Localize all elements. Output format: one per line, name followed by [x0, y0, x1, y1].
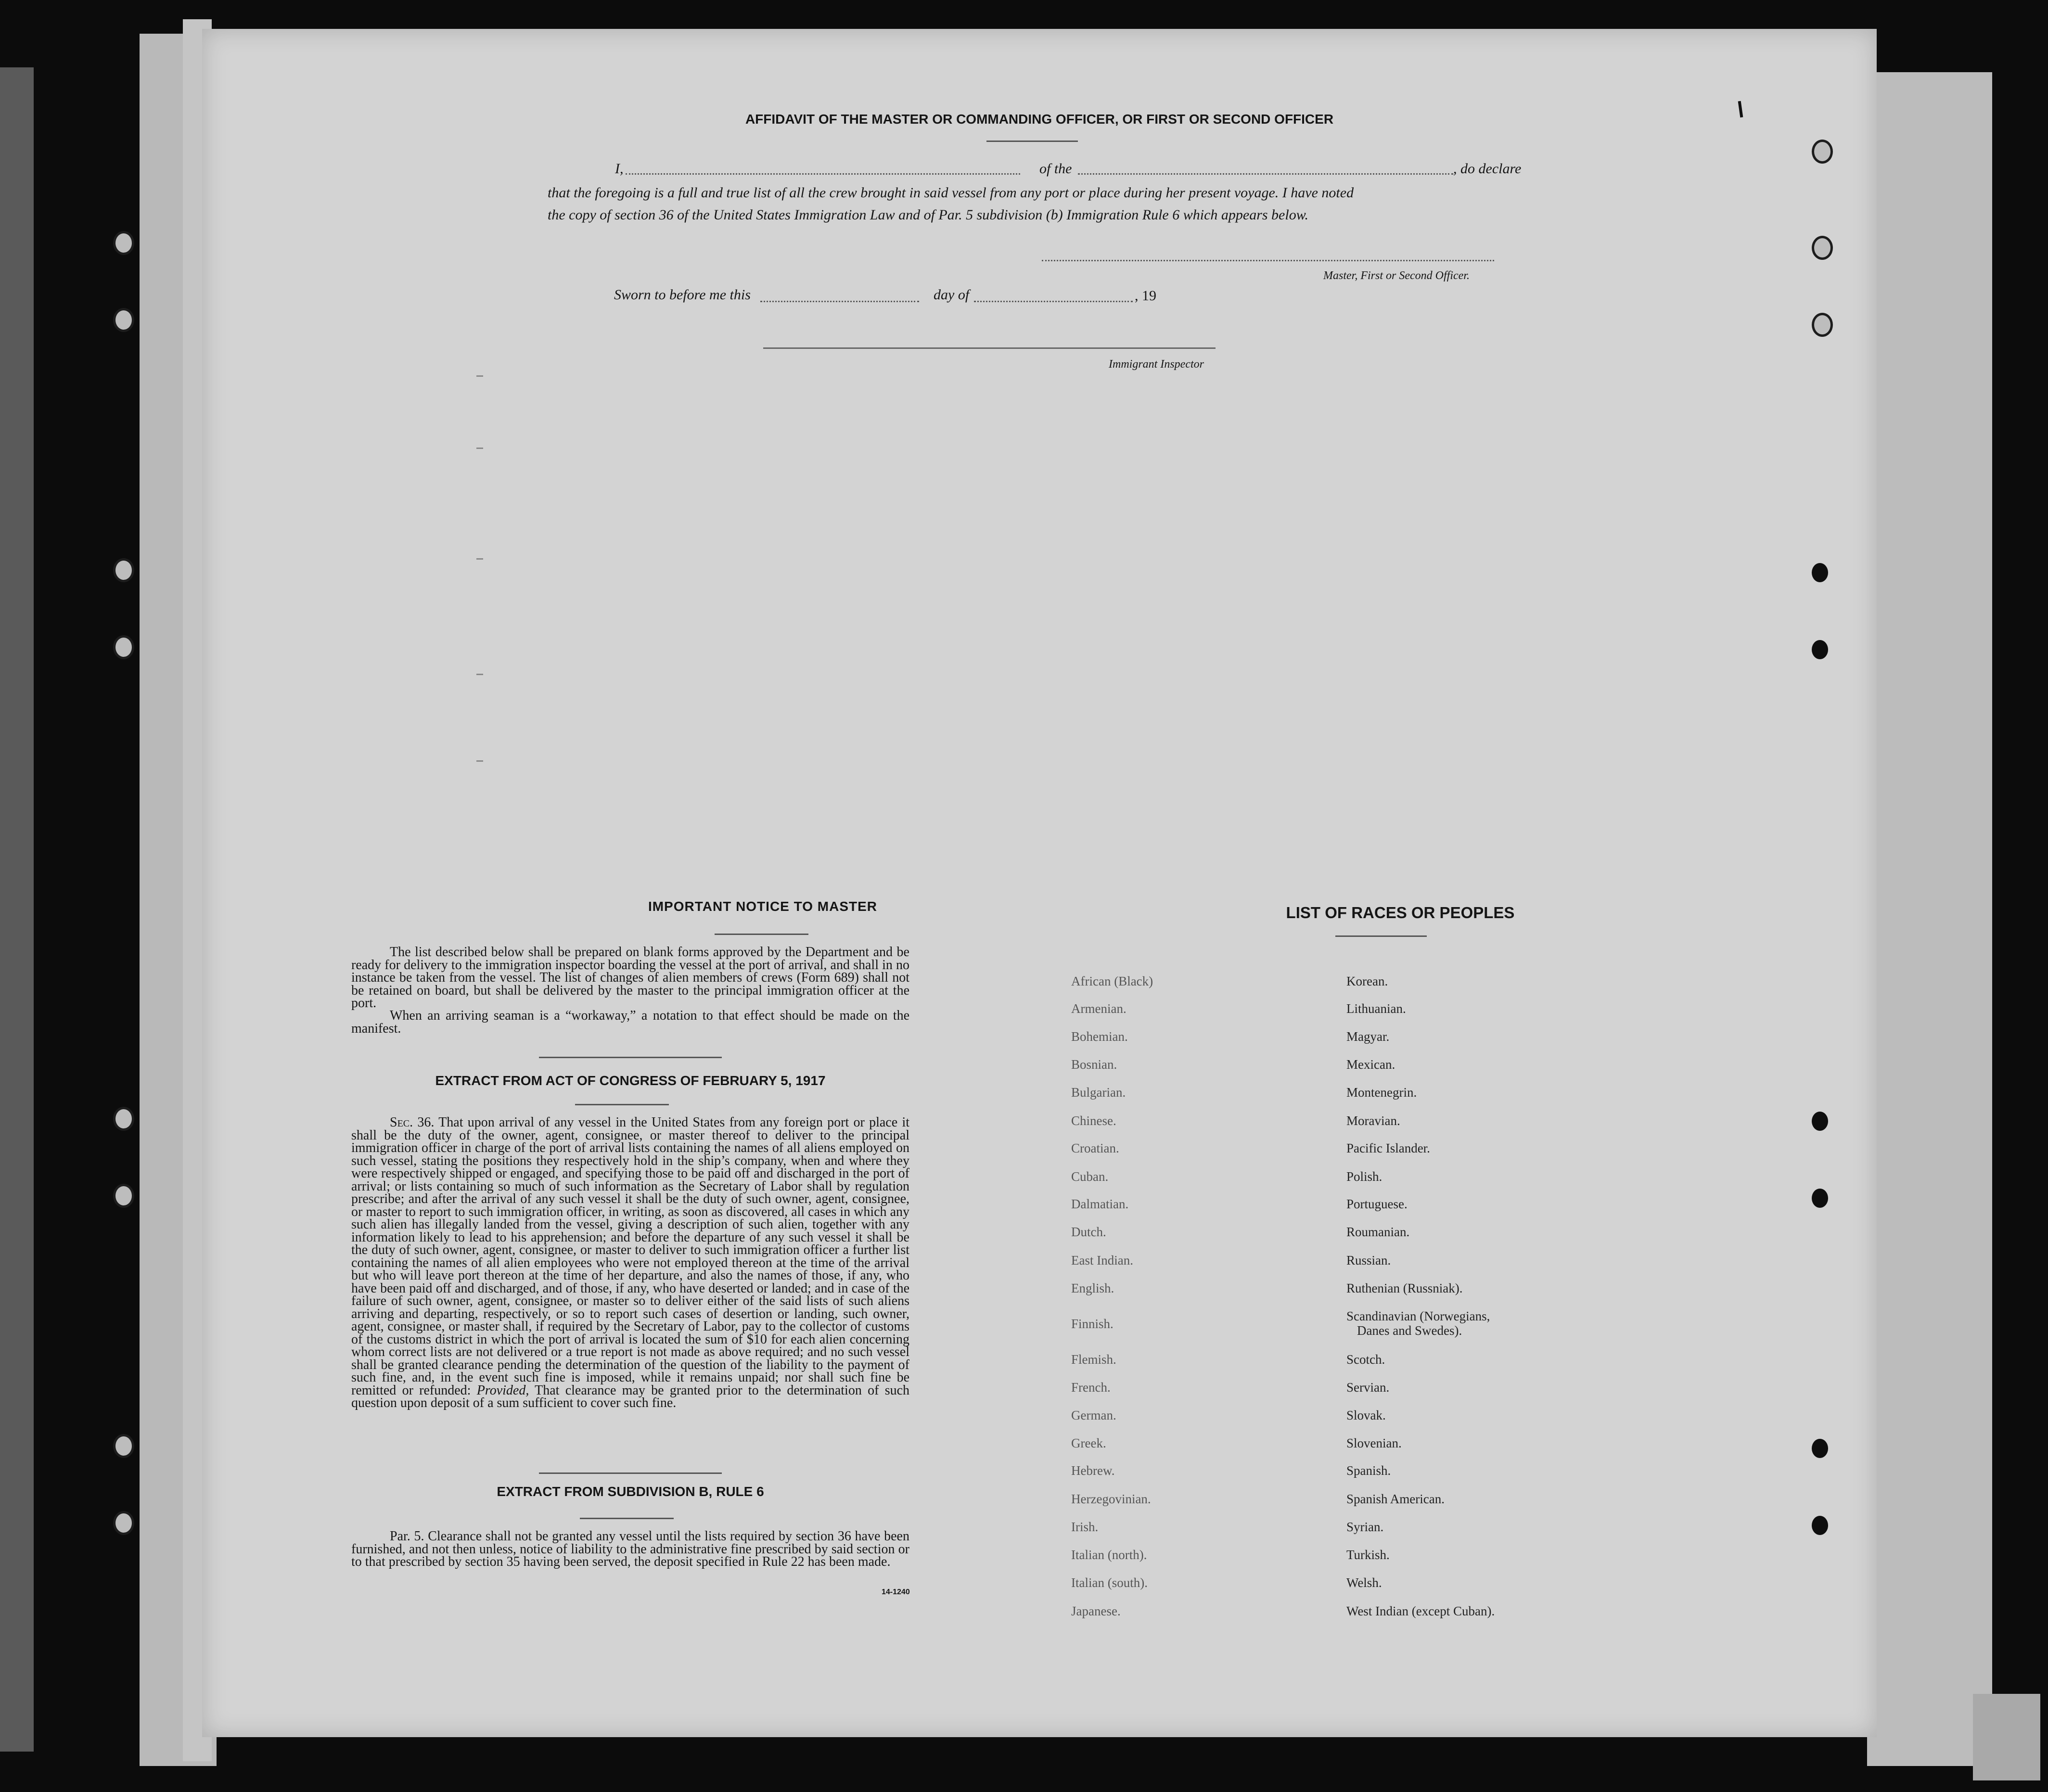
binder-hole [113, 231, 134, 255]
race-item-right: Russian. [1346, 1253, 1391, 1267]
race-item-left: German. [1071, 1408, 1116, 1422]
declare-label: , do declare [1453, 161, 1522, 177]
binder-hole [113, 308, 134, 332]
rule-extract-title: EXTRACT FROM SUBDIVISION B, RULE 6 [497, 1484, 764, 1499]
race-item-left: Dalmatian. [1071, 1197, 1129, 1211]
binder-hole [113, 558, 134, 582]
affidavit-line-3: the copy of section 36 of the United States Immigration Law and of Par. 5 subdivision (b) Immigration Rule 6 which appears below. [548, 207, 1308, 223]
race-item-right: Syrian. [1346, 1520, 1384, 1534]
month-line [974, 301, 1133, 302]
race-item-left: Cuban. [1071, 1169, 1109, 1184]
officer-signature-caption: Master, First or Second Officer. [1323, 269, 1470, 282]
binder-hole [113, 1107, 134, 1131]
sworn-label: Sworn to before me this [614, 287, 751, 303]
race-item-left: French. [1071, 1380, 1111, 1395]
race-item-left: East Indian. [1071, 1253, 1133, 1267]
binder-hole [113, 1184, 134, 1208]
day-line [760, 301, 919, 302]
race-item-left: Bohemian. [1071, 1029, 1128, 1044]
race-item-left: Japanese. [1071, 1604, 1121, 1618]
race-item-right: Slovak. [1346, 1408, 1386, 1422]
race-item-right: Scotch. [1346, 1352, 1385, 1367]
binder-hole [1812, 236, 1833, 260]
race-item-left: Dutch. [1071, 1225, 1106, 1239]
binder-hole [1812, 640, 1828, 659]
race-item-right: West Indian (except Cuban). [1346, 1604, 1495, 1618]
race-item-right: Portuguese. [1346, 1197, 1408, 1211]
binder-hole [1812, 140, 1833, 164]
race-item-left: Finnish. [1071, 1317, 1114, 1331]
act-rule [575, 1104, 669, 1105]
act-extract-title: EXTRACT FROM ACT OF CONGRESS OF FEBRUARY 5, 1917 [435, 1073, 826, 1088]
race-item-right: Korean. [1346, 974, 1388, 988]
race-item-left: Armenian. [1071, 1001, 1126, 1016]
race-item-right: Slovenian. [1346, 1436, 1402, 1450]
binder-hole [113, 635, 134, 659]
section-rule [539, 1057, 722, 1058]
race-item-right: Welsh. [1346, 1575, 1382, 1590]
races-rule [1335, 935, 1427, 937]
margin-tick [476, 674, 483, 675]
binder-hole [1812, 313, 1833, 337]
race-item-right: Ruthenian (Russniak). [1346, 1281, 1463, 1295]
year-label: , 19 [1135, 288, 1156, 304]
left-page-edge [0, 67, 34, 1752]
race-item-left: Italian (north). [1071, 1548, 1147, 1562]
act-extract-text: Sec. 36. That upon arrival of any vessel in the United States from any foreign port or place it shall be the duty of the owner, agent, consignee, or master thereof to deliver to the principal immigration officer in charge of the port of arrival lists containing the names of all aliens employed on such vessel, stating the positions they respectively hold in the ship’s company, when and where they were respectively shipped or engaged, and specifying those to be paid off and discharged in the port of arrival; or lists containing so much of such information as the Secretary of Labor shall by regulation prescribe; and after the arrival of any such vessel it shall be the duty of such owner, agent, consignee, or master to report to such immigration officer, in writing, as soon as discovered, all cases in which any such alien has illegally landed from the vessel, giving a description of such alien, together with any information likely to lead to his apprehension; and before the departure of any such vessel it shall be the duty of such owner, agent, consignee, or master to deliver to such immigration officer a further list containing the names of all alien employees who were not employed thereon at the time of the arrival but who will leave port thereon at the time of her departure, and also the names of those, if any, who have been paid off and discharged, and of those, if any, who have deserted or landed; and in case of the failure of such owner, agent, consignee, or master so to deliver either of the said lists of such aliens arriving and departing, respectively, or so to report such cases of desertion or landing, such owner, agent, consignee, or master shall, if required by the Secretary of Labor, pay to the collector of customs of the customs district in which the port of arrival is located the sum of $10 for each alien concerning whom correct lists are not delivered or a true report is not made as above required; and no such vessel shall be granted clearance pending the determination of the question of the liability to the payment of such fine, and, in the event such fine is imposed, while it remains unpaid; nor shall such fine be remitted or refunded: Provided, That clearance may be granted prior to the determination of such question upon deposit of a sum sufficient to cover such fine. [351, 1115, 910, 1410]
margin-tick [476, 448, 483, 449]
race-item-right: Mexican. [1346, 1057, 1395, 1072]
i-label: I, [615, 161, 624, 177]
margin-tick [476, 375, 483, 377]
binder-hole [113, 1434, 134, 1458]
vessel-line [1078, 173, 1453, 175]
race-item-right: Danes and Swedes). [1357, 1323, 1462, 1338]
race-item-left: Hebrew. [1071, 1463, 1115, 1478]
inspector-signature-line [763, 347, 1216, 349]
name-line [626, 173, 1020, 175]
section-rule-2 [539, 1472, 722, 1474]
of-the-label: of the [1039, 161, 1072, 177]
race-item-right: Spanish. [1346, 1463, 1391, 1478]
notice-title: IMPORTANT NOTICE TO MASTER [648, 899, 878, 914]
races-title: LIST OF RACES OR PEOPLES [1286, 904, 1515, 922]
race-item-right: Spanish American. [1346, 1492, 1445, 1506]
day-of-label: day of [934, 287, 970, 303]
race-item-left: Bulgarian. [1071, 1085, 1126, 1100]
race-item-right: Pacific Islander. [1346, 1141, 1430, 1155]
margin-tick [476, 760, 483, 762]
notice-paragraph-2: When an arriving seaman is a “workaway,” a notation to that effect should be made on the manifest. [351, 1008, 909, 1036]
race-item-left: Herzegovinian. [1071, 1492, 1151, 1506]
binder-hole [113, 1511, 134, 1535]
inspector-caption: Immigrant Inspector [1109, 358, 1204, 371]
section-label: Sec. [390, 1115, 413, 1130]
affidavit-title: AFFIDAVIT OF THE MASTER OR COMMANDING OFFICER, OR FIRST OR SECOND OFFICER [745, 112, 1334, 127]
race-item-left: Greek. [1071, 1436, 1106, 1450]
race-item-right: Servian. [1346, 1380, 1390, 1395]
binder-hole [1812, 1189, 1828, 1208]
race-item-left: African (Black) [1071, 974, 1153, 988]
race-item-right: Turkish. [1346, 1548, 1390, 1562]
form-number: 14-1240 [882, 1588, 910, 1596]
race-item-left: English. [1071, 1281, 1114, 1295]
margin-tick [476, 558, 483, 560]
race-item-right: Scandinavian (Norwegians, [1346, 1309, 1490, 1323]
race-item-right: Moravian. [1346, 1114, 1400, 1128]
race-item-left: Flemish. [1071, 1352, 1116, 1367]
underlying-page-right [1867, 72, 1992, 1766]
notice-paragraph-1: The list described below shall be prepared on blank forms approved by the Department and be ready for delivery to the immigration inspector boarding the vessel at the port of arrival, and shall in no instance be taken from the vessel. The list of changes of alien members of crews (Form 689) shall not be retained on board, but shall be delivered by the master to the principal immigration officer at the port. [351, 945, 909, 1011]
race-item-right: Magyar. [1346, 1029, 1390, 1044]
page-corner-mark [1973, 1694, 2040, 1780]
officer-signature-line [1042, 260, 1494, 261]
race-item-right: Montenegrin. [1346, 1085, 1417, 1100]
title-rule [986, 141, 1078, 142]
binder-hole [1812, 1439, 1828, 1458]
form-page [202, 29, 1877, 1737]
notice-rule [715, 934, 808, 935]
binder-hole [1812, 563, 1828, 582]
rule-extract-text: Par. 5. Clearance shall not be granted any vessel until the lists required by section 36 have been furnished, and not then unless, notice of liability to the administrative fine prescribed by said section or to that prescribed by section 35 having been served, the deposit specified in Rule 22 has been made. [351, 1529, 909, 1569]
race-item-right: Roumanian. [1346, 1225, 1410, 1239]
race-item-right: Lithuanian. [1346, 1001, 1406, 1016]
race-item-left: Irish. [1071, 1520, 1099, 1534]
race-item-left: Bosnian. [1071, 1057, 1117, 1072]
binder-hole [1812, 1112, 1828, 1131]
rule-rule [580, 1518, 674, 1519]
race-item-right: Polish. [1346, 1169, 1382, 1184]
race-item-left: Croatian. [1071, 1141, 1119, 1155]
binder-hole [1812, 1516, 1828, 1535]
race-item-left: Italian (south). [1071, 1575, 1148, 1590]
race-item-left: Chinese. [1071, 1114, 1116, 1128]
affidavit-line-2: that the foregoing is a full and true list of all the crew brought in said vessel from any port or place during her present voyage. I have noted [548, 185, 1354, 201]
